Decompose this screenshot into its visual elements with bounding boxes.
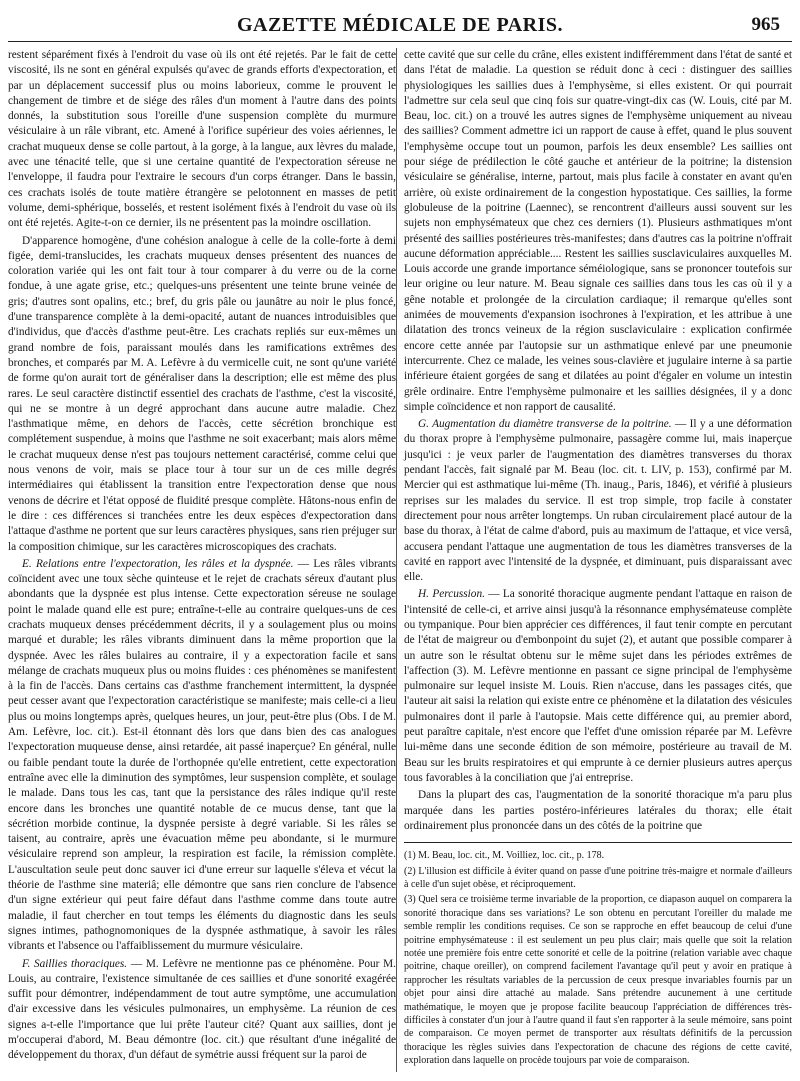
left-column (8, 48, 396, 1066)
footnote: (1) M. Beau, loc. cit., M. Voilliez, loc. cit., p. 178. (404, 850, 605, 862)
footnote-rule (404, 842, 792, 843)
paragraph-text: D'apparence homogène, d'une cohésion analogue à celle de la colle-forte à demi figée, demi-translucides, les crachats muqueux denses présentent des nuances de coloration variée qui les ont fait tour à tour comparer à du verre ou de la corne fondue, à une agate grise, etc.; quelques-uns présentent une teinte brune veinée de gris; d'autres sont opalins, etc.; bref, du gris pâle ou jaunâtre au noir le plus foncé, d'une transparence complète à la demi-opacité, autant de nuances introduisibles que d'individus, que d'accès d'asthme peut-être. Les crachats repliés sur eux-mêmes un grand nombre de fois, paraissant moulés dans les ramifications extrêmes des bronches, et comparés par M. A. Lefèvre à du vermicelle cuit, ne sont qu'une variété de forme qu'on aurait tort de généraliser dans la description; elle est même des plus rares. Le seul caractère distinctif essentiel des crachats de l'asthme, c'est la viscosité, qui ne se montre à un degré approchant dans aucune autre maladie. Chez l'asthmatique même, en dehors de l'accès, cette sécrétion bronchique est complétement suspendue, à moins que l'asthme ne soit exacerbant; mais alors même le crachat muqueux dense n'est pas toujours nettement caractérisé, comme celui que nous venons de voir, mais se place tour à tour sur un de ces mille degrés intermédiaires qui établissent la transition entre l'expectoration dense que nous venons de décrire et l'état opposé de fluidité presque complète. Hâtons-nous enfin de le dire : ces différences si tranchées entre les deux espèces d'expectoration dans l'attaque d'asthme ne portent que sur leurs caractères physiques, sans rien préjuger sur la composition chimique, sur les caractères microscopiques des crachats. (8, 234, 396, 553)
paragraph-text: — La sonorité thoracique augmente pendant l'attaque en raison de l'intensité de celle-ci, et arrive ainsi jusqu'à la résonnance emphysémateuse complète ou tympanique. Pour bien apprécier ces différences, il faut tenir compte en percutant de l'état de maigreur ou d'embonpoint du sujet (2), et autant que possible comparer à un autre son le résultat obtenu sur le même sujet dans les périodes extrêmes de l'affection (3). M. Lefèvre mentionne en passant ce signe principal de l'emphysème pulmonaire sur lequel insiste M. Louis. Rien n'accuse, dans les passages cités, que l'auteur ait saisi la relation qui existe entre ce phénomène et la dilatation des vésicules pulmonaires dont il parle à l'autopsie. Mais cette différence qui, au premier abord, peut paraître capitale, n'est encore que l'effet d'une omission réparée par M. Lefèvre lui-même dans une seconde édition de son mémoire, postérieure au travail de M. Beau sur les bruits respiratoires et qui emprunte à ce dernier plusieurs autres aperçus tous favorables à la conciliation que j'ai entreprise. (404, 588, 793, 784)
paragraph-text: cette cavité que sur celle du crâne, elles existent indifféremment dans l'état de santé et dans l'état de maladie. La question se réduit donc à ceci : distinguer des saillies physiologiques les saillies dues à l'emphysème, si elles existent. Or qui pourrait l'admettre sur cela seul que cinq fois sur quatre-vingt-dix cas (W. Louis, cité par M. Beau, loc. cit.) on a trouvé les autres signes de l'emphysème uniquement au niveau des saillies? Comment admettre ici un rapport de cause à effet, quand le plus souvent l'emphysème occupe tout un poumon, parfois les deux ensemble? Les saillies ont pour siége de prédilection le côté gauche et antérieur de la poitrine; la distension vésiculaire se généralise, interne, partout, mais plus facile à constater en avant qu'en arrière, où existe ordinairement de la congestion hypostatique. Ces saillies, la forme globuleuse de la poitrine (Laennec), se rencontrent d'ailleurs aussi souvent sur les sujets non emphysémateux que chez ces derniers (1). Plusieurs asthmatiques m'ont présenté des saillies postérieures très-manifestes; dans d'autres cas la poitrine n'offrait aucune déformation appréciable.... Restent les saillies susclaviculaires auxquelles M. Louis accorde une grande importance séméiologique, sans se prononcer toutefois sur leur origine ou leur nature. M. Beau signale ces saillies dans tous les cas où il y a gêne notable et prolongée de la circulation cardiaque; il remarque qu'elles sont animées de mouvements d'expansion isochrones à l'expiration, et les attribue à une dilatation des troncs veineux de la région susclaviculaire : explication confirmée encore cette année par l'autopsie sur un asthmatique enlevé par une pneumonie intercurrente. Chez ce malade, les veines sous-clavière et jugulaire interne à sa partie inférieure étaient gorgées de sang et dilatées au point d'égaler en volume un intestin grêle ordinaire. Entre l'emphysème pulmonaire et les saillies désignées, il y a donc simple coïncidence et non rapport de causalité. (404, 49, 792, 413)
paragraph (8, 48, 396, 232)
footnote: (2) L'illusion est difficile à éviter quand on passe d'une poitrine très-maigre et normale d'ailleurs à celle d'un sujet obèse, et réciproquement. (404, 865, 792, 890)
header-rule (8, 41, 792, 42)
paragraph (404, 48, 792, 415)
paragraph-text: Dans la plupart des cas, l'augmentation de la sonorité thoracique m'a paru plus marquée dans les parties postéro-inférieures latérales du thorax; elle était ordinairement plus prononcée dans un des côtés de la poitrine que (404, 789, 792, 832)
footnote: (3) Quel sera ce troisième terme invariable de la proportion, ce diapason auquel on comparera la sonorité thoracique dans ses variations? Le son obtenu en percutant l'oreiller du malade me semble remplir les conditions requises. Ce son se rapproche en effet beaucoup de celui d'une poitrine emphysémateuse : il est seulement un peu plus clair; mais quelle que soit la relation notée une première fois entre cette sonorité et celle de la poitrine (relation variable avec chaque poitrine, chaque oreiller), on comprend facilement l'avantage qu'il peut y avoir en pratique à rapprocher les résultats variables de la percussion de ceux presque invariables fournis par un objet pour ainsi dire attaché au malade. Sans prétendre aucunement à une certitude mathématique, le moyen que je propose facilite beaucoup l'appréciation de différences très-difficiles à constater d'un jour à l'autre quand il faut s'en rapporter à la seule mémoire, sans point de comparaison. Ce moyen permet de transporter aux résultats définitifs de la percussion thoracique les règles suivies dans l'expectoration de chacune des régions de cette cavité, exploration dans laquelle on procède toujours par voie de comparaison. (404, 894, 792, 1067)
paragraph-text: — M. Lefèvre ne mentionne pas ce phénomène. Pour M. Louis, au contraire, l'existence simultanée de ces saillies et d'une sonorité exagérée suffit pour démontrer, indépendamment de tout autre symptôme, une accumulation d'air excessive dans les vésicules pulmonaires, un emphysème. La réunion de ces signes a-t-elle l'importance que lui prête l'auteur cité? Quant aux saillies, dont je m'occuperai d'abord, M. Beau démontre (loc. cit.) que résultant d'une inégalité de développement du thorax, d'un défaut de symétrie aussi fréquent sur la paroi de (8, 957, 396, 1062)
paragraph (404, 788, 792, 834)
column-separator (396, 48, 397, 1072)
page-header (0, 14, 800, 38)
paragraph-text: — Il y a une déformation du thorax propre à l'emphysème pulmonaire, passagère comme lui, mais inaperçue jusqu'ici : je veux parler de l'augmentation des diamètres transverses du thorax pendant l'accès, fait signalé par M. Beau (loc. cit. t. LIV, p. 153), confirmé par M. Mercier qui est asthmatique lui-même (Th. inaug., Paris, 1846), et vérifié à plusieurs reprises sur les malades du service. Il est trop simple, trop facile à constater directement pour nous arrêter longtemps. Un ruban circulairement placé autour de la base du thorax, à l'état de calme d'abord, puis au maximum de l'attaque, et vice versâ, accusera pendant l'attaque une augmentation de tous les diamètres transverses de la cavité en rapport avec l'intensité de la dyspnée, et diminuant, puis disparaissant avec elle. (404, 418, 792, 584)
paragraph (8, 957, 396, 1064)
section-heading: F. Saillies thoraciques. (22, 957, 128, 970)
page-number: 965 (751, 14, 780, 35)
section-heading: E. Relations entre l'expectoration, les râles et la dyspnée. (22, 557, 294, 570)
paragraph (8, 234, 396, 555)
section-heading: H. Percussion. (418, 588, 485, 601)
paragraph (404, 587, 792, 786)
paragraph-text: restent séparément fixés à l'endroit du vase où ils ont été rejetés. Par le fait de cette viscosité, ils ne sont en général expulsés qu'avec de grands efforts d'expectoration, et par un déplacement successif plus ou moins laborieux, comme le prouvent le changement de timbre et de siége des râles d'un moment à l'autre dans des points donnés, la substitution sous l'oreille d'une suspension complète du murmure vésiculaire à un râle vibrant, etc. Amené à l'orifice supérieur des voies aériennes, le crachat muqueux dense se colle partout, à la gorge, à la langue, aux lèvres du malade, avec une ténacité telle, que si une certaine quantité de l'expectoration séreuse ne l'enveloppe, il faudra pour l'extraire le secours d'un corps étranger. Dans le bassin, ces crachats isolés de toute matière étrangère se pelotonnent en masses de petit volume, demi-sphérique, bosselés, et restent isolément fixés à l'endroit du vase où ils ont été rejetés. Agite-t-on ce dernier, ils ne présentent pas la moindre oscillation. (8, 49, 396, 230)
right-column (404, 48, 792, 1070)
paragraph (404, 417, 792, 585)
footnotes (404, 849, 792, 1068)
right-column-body (404, 48, 792, 834)
section-heading: G. Augmentation du diamètre transverse de la poitrine. (418, 418, 672, 431)
paragraph-text: — Les râles vibrants coïncident avec une toux sèche quinteuse et le rejet de crachats séreux d'autant plus abondants que la dyspnée est plus intense. Cette expectoration séreuse ne soulage point le malade quand elle est pure; entraîne-t-elle au contraire quelques-uns de ces crachats muqueux denses précédemment décrits, il y a soulagement plus ou moins marqué et durable; les râles vibrants diminuent dans la même proportion que la dyspnée. Avec les râles bulaires au contraire, il y a expectoration facile et sans mélange de crachats muqueux plus ou moins fluides : ces phénomènes se manifestent à la fin de l'accès. Dans certains cas d'asthme franchement intermittent, la dyspnée peut cesser avant que l'expectoration caractéristique se manifeste; mais celle-ci a lieu plus ou moins longtemps après, quelques heures, un jour, peut-être plus (Obs. I de M. Am. Lefèvre, loc. cit.). Est-il étonnant dès lors que dans bien des cas analogues l'expectoration muqueuse dense, ainsi retardée, ait passé inaperçue? En général, nulle ou faible pendant toute la durée de l'orthopnée qu'elle entretient, cette expectoration entraîne avec elle la diminution des symptômes, leur suspension complète, et soulage le malade. Dans tous les cas, tant que la persistance des râles indique qu'il reste encore dans les bronches une quantité notable de ce mucus dense, tant que la sécrétion morbide continue, la dyspnée persiste à degré variable. Si les râles se taisent, au contraire, après une évacuation même peu abondante, si le murmure vésiculaire reprend son ampleur, la respiration est facile, la rémission complète. L'auscultation seule peut donc sauver ici d'une erreur sur laquelle s'éleva et vécut la théorie de l'asthme sine materiâ; elle démontre que sans rien conclure de l'absence d'un signe extérieur qui peut faire défaut dans l'asthme comme dans toute autre maladie, il faut chercher en tout temps les éléments du diagnostic dans les seuls signes intimes, pathognomoniques de la dyspnée asthmatique, à savoir les râles vibrants et l'absence ou l'affaiblissement du murmure vésiculaire. (8, 557, 396, 953)
paragraph (8, 557, 396, 955)
journal-title: GAZETTE MÉDICALE DE PARIS. (236, 14, 564, 36)
